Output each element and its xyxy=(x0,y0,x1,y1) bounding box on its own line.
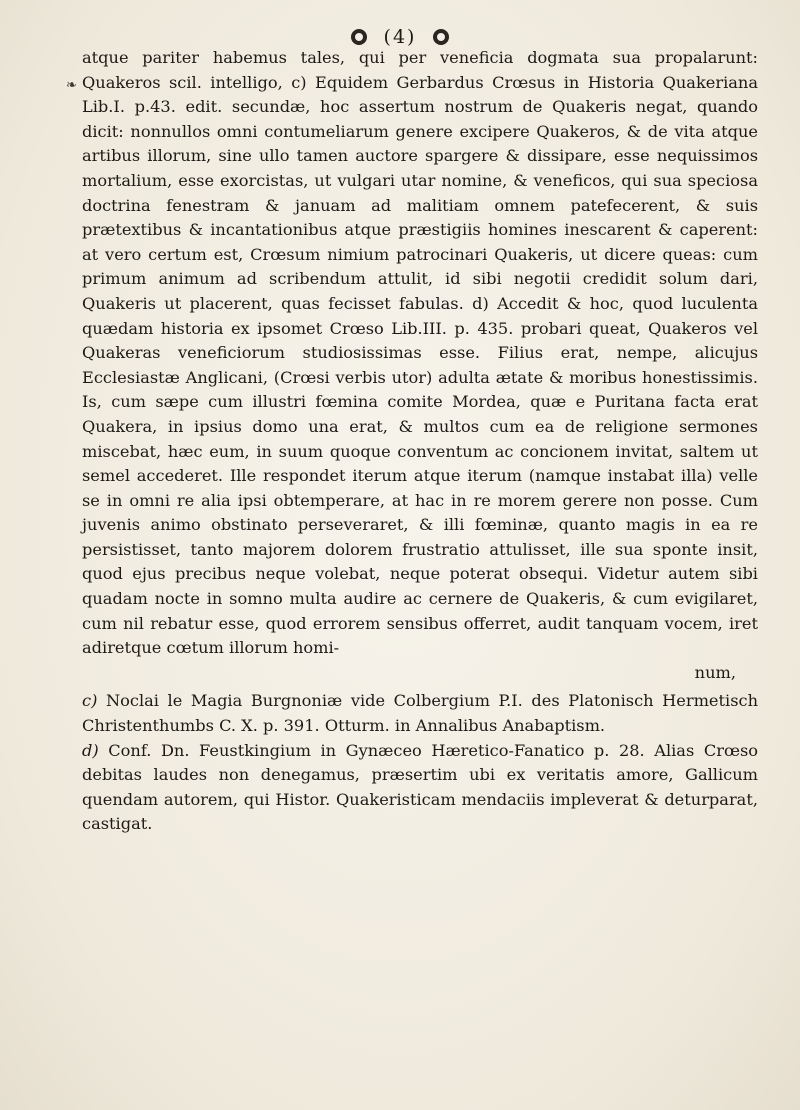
page-number: (4) xyxy=(383,26,417,48)
footnote-text: Conf. Dn. Feustkingium in Gynæceo Hæretico-Fanatico p. 28. Alias Crœso debitas laudes non denegamus, præsertim ubi ex veritatis amore, Gallicum quendam autorem, qui Histor. Quakeristicam mendaciis impleverat & deturparat, castigat. xyxy=(82,740,758,834)
footnote-d xyxy=(82,739,758,837)
catchword: num, xyxy=(694,662,736,682)
flower-ornament-icon xyxy=(351,29,367,45)
page-header xyxy=(0,26,800,48)
footnote-mark: d) xyxy=(82,740,99,760)
footnotes xyxy=(82,689,758,837)
margin-mark: ❧ xyxy=(66,78,77,93)
footnote-text: Noclai le Magia Burgnoniæ vide Colbergium P.I. des Platonisch Hermetisch Christenthumbs C. X. p. 391. Otturm. in Annalibus Anabaptism. xyxy=(82,691,758,736)
text-block xyxy=(82,46,758,837)
footnote-c xyxy=(82,689,758,738)
main-paragraph: atque pariter habemus tales, qui per veneficia dogmata sua propalarunt: Quakeros scil. intelligo, c) Equidem Gerbardus Crœsus in Historia Quakeriana Lib.I. p.43. edit. secundæ, hoc assertum nostrum de Quakeris negat, quando dicit: nonnullos omni contumeliarum genere excipere Quakeros, & de vita atque artibus illorum, sine ullo tamen auctore spargere & dissipare, esse nequissimos mortalium, esse exorcistas, ut vulgari utar nomine, & veneficos, qui sua speciosa doctrina fenestram & januam ad malitiam omnem patefecerent, & suis prætextibus & incantationibus atque præstigiis homines inescarent & caperent: at vero certum est, Crœsum nimium patrocinari Quakeris, ut dicere queas: cum primum animum ad scribendum attulit, id sibi negotii credidit solum dari, Quakeris ut placerent, quas fecisset fabulas. d) Accedit & hoc, quod luculenta quædam historia ex ipsomet Crœso Lib.III. p. 435. probari queat, Quakeros vel Quakeras veneficiorum studiosissimas esse. Filius erat, nempe, alicujus Ecclesiastæ Anglicani, (Crœsi verbis utor) adulta ætate & moribus honestissimis. Is, cum sæpe cum illustri fœmina comite Mordea, quæ e Puritana facta erat Quakera, in ipsius domo una erat, & multos cum ea de religione sermones miscebat, hæc eum, in suum quoque conventum ac concionem invitat, saltem ut semel accederet. Ille respondet iterum atque iterum (namque instabat illa) velle se in omni re alia ipsi obtemperare, at hac in re morem gerere non posse. Cum juvenis animo obstinato perseveraret, & illi fœminæ, quanto magis in ea re persistisset, tanto majorem dolorem frustratio attulisset, ille sua sponte insit, quod ejus precibus neque volebat, neque poterat obsequi. Videtur autem sibi quadam nocte in somno multa audire ac cernere de Quakeris, & cum evigilaret, cum nil rebatur esse, quod errorem sensibus offerret, audit tanquam vocem, iret adiretque cœtum illorum homi- xyxy=(82,48,758,658)
flower-ornament-icon xyxy=(433,29,449,45)
footnote-mark: c) xyxy=(82,691,98,711)
